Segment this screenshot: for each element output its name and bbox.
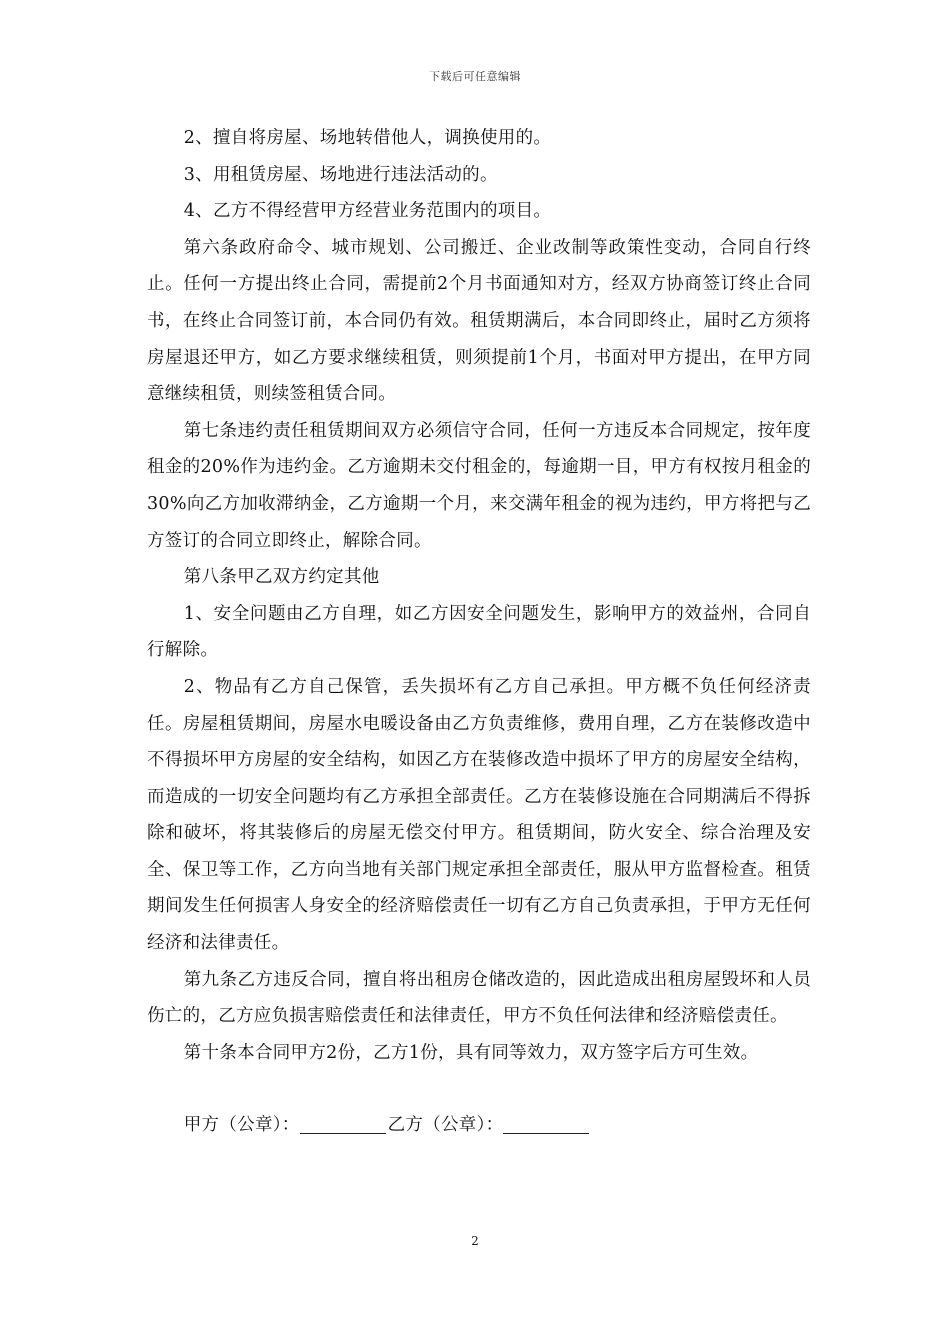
article-nine: 第九条乙方违反合同，擅自将出租房仓储改造的，因此造成出租房屋毁坏和人员伤亡的，乙方应负损害赔偿责任和法律责任，甲方不负任何法律和经济赔偿责任。 (147, 969, 811, 1027)
clause-paragraph: 2、擅自将房屋、场地转借他人，调换使用的。 (183, 128, 552, 148)
article-seven: 第七条违约责任租赁期间双方必须信守合同，任何一方违反本合同规定，按年度租金的20%作为违约金。乙方逾期未交付租金的，每逾期一目，甲方有权按月租金的30%向乙方加收滞纳金，乙方逾期一个月，来交满年租金的视为违约，甲方将把与乙方签订的合同立即终止，解除合同。 (147, 420, 811, 551)
article-six: 第六条政府命令、城市规划、公司搬迁、企业改制等政策性变动，合同自行终止。任何一方提出终止合同，需提前2个月书面通知对方，经双方协商签订终止合同书，在终止合同签订前，本合同仍有效。租赁期满后，本合同即终止，届时乙方须将房屋退还甲方，如乙方要求继续租赁，则须提前1个月，书面对甲方提出，在甲方同意继续租赁，则续签租赁合同。 (147, 237, 811, 405)
clause-paragraph: 4、乙方不得经营甲方经营业务范围内的项目。 (183, 201, 552, 222)
contract-body (147, 120, 811, 1144)
party-b-label: 乙方（公章）： (387, 1115, 504, 1136)
header-note: 下载后可任意编辑 (429, 70, 521, 83)
party-a-signature-blank (300, 1115, 386, 1134)
signature-line (147, 1107, 811, 1144)
article-eight-heading: 第八条甲乙双方约定其他 (183, 567, 380, 588)
page-number: 2 (471, 1234, 479, 1248)
article-ten: 第十条本合同甲方2份，乙方1份，具有同等效力，双方签字后方可生效。 (183, 1042, 759, 1063)
party-a-label: 甲方（公章）： (183, 1115, 300, 1136)
party-b-signature-blank (503, 1115, 589, 1134)
clause-paragraph: 1、安全问题由乙方自理，如乙方因安全问题发生，影响甲方的效益州，合同自行解除。 (147, 603, 811, 661)
clause-paragraph: 2、物品有乙方自己保管，丢失损坏有乙方自己承担。甲方概不负任何经济责任。房屋租赁期间，房屋水电暖设备由乙方负责维修，费用自理，乙方在装修改造中不得损坏甲方房屋的安全结构，如因乙方在装修改造中损坏了甲方的房屋安全结构，而造成的一切安全问题均有乙方承担全部责任。乙方在装修设施在合同期满后不得拆除和破坏，将其装修后的房屋无偿交付甲方。租赁期间，防火安全、综合治理及安全、保卫等工作，乙方向当地有关部门规定承担全部责任，服从甲方监督检查。租赁期间发生任何损害人身安全的经济赔偿责任一切有乙方自己负责承担，于甲方无任何经济和法律责任。 (147, 676, 811, 954)
clause-paragraph: 3、用租赁房屋、场地进行违法活动的。 (183, 164, 498, 185)
